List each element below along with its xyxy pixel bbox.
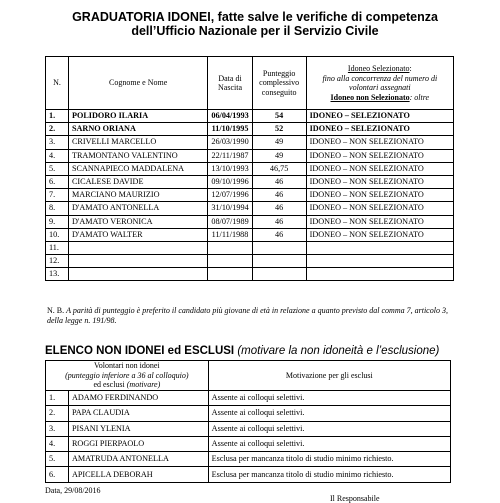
row-birth bbox=[208, 241, 252, 254]
row-name: PAPA CLAUDIA bbox=[68, 406, 208, 421]
row-score bbox=[252, 241, 306, 254]
row-name: TRAMONTANO VALENTINO bbox=[68, 149, 207, 162]
row-score: 46,75 bbox=[252, 162, 306, 175]
header-status-line-2: fino alla concorrenza del numero di bbox=[322, 73, 438, 83]
header-score-line-1: Punteggio bbox=[262, 68, 296, 78]
row-birth bbox=[208, 268, 252, 281]
row-reason: Assente ai colloqui selettivi. bbox=[208, 391, 450, 406]
row-status bbox=[306, 268, 453, 281]
status-selected-colon: : bbox=[409, 64, 412, 73]
row-name: CICALESE DAVIDE bbox=[68, 175, 207, 188]
table-row bbox=[46, 110, 454, 123]
table-row bbox=[46, 228, 454, 241]
table-row bbox=[46, 406, 451, 421]
table-row bbox=[46, 136, 454, 149]
row-number: 8. bbox=[46, 202, 69, 215]
document-title bbox=[40, 10, 470, 38]
table-row bbox=[46, 452, 451, 467]
header-excluded-line-1: Volontari non idonei bbox=[94, 361, 160, 371]
table-row bbox=[46, 241, 454, 254]
row-birth: 11/10/1995 bbox=[208, 123, 252, 136]
header-score-line-3: conseguito bbox=[261, 87, 297, 97]
row-number: 1. bbox=[46, 110, 69, 123]
row-number: 3. bbox=[46, 421, 69, 436]
row-score: 49 bbox=[252, 136, 306, 149]
row-number: 4. bbox=[46, 149, 69, 162]
table-row bbox=[46, 189, 454, 202]
header-birth bbox=[208, 57, 252, 110]
status-not-selected-term: Idoneo non Selezionato bbox=[330, 92, 410, 102]
row-number: 2. bbox=[46, 123, 69, 136]
row-number: 13. bbox=[46, 268, 69, 281]
table-row bbox=[46, 467, 451, 482]
row-reason: Assente ai colloqui selettivi. bbox=[208, 436, 450, 451]
row-number: 9. bbox=[46, 215, 69, 228]
row-score: 52 bbox=[252, 123, 306, 136]
excluded-title-bold: ELENCO NON IDONEI ed ESCLUSI bbox=[45, 345, 235, 357]
row-number: 10. bbox=[46, 228, 69, 241]
header-status-line-1 bbox=[310, 64, 450, 74]
excluded-header-row bbox=[46, 361, 451, 391]
header-birth-line-2: Nascita bbox=[218, 83, 243, 92]
header-excluded-name bbox=[46, 361, 209, 391]
row-birth: 26/03/1990 bbox=[208, 136, 252, 149]
row-reason: Esclusa per mancanza titolo di studio minimo richiesto. bbox=[208, 467, 450, 482]
header-excluded-line-3 bbox=[49, 380, 205, 390]
row-number: 6. bbox=[46, 467, 69, 482]
row-number: 1. bbox=[46, 391, 69, 406]
row-status: IDONEO – NON SELEZIONATO bbox=[306, 202, 453, 215]
row-name: D'AMATO WALTER bbox=[68, 228, 207, 241]
header-status-line-3: volontari assegnati bbox=[349, 83, 411, 92]
row-name: D'AMATO VERONICA bbox=[68, 215, 207, 228]
row-reason: Assente ai colloqui selettivi. bbox=[208, 406, 450, 421]
table-row bbox=[46, 436, 451, 451]
row-number: 12. bbox=[46, 255, 69, 268]
row-number: 5. bbox=[46, 162, 69, 175]
header-reason: Motivazione per gli esclusi bbox=[208, 361, 450, 391]
row-birth: 08/07/1989 bbox=[208, 215, 252, 228]
table-row bbox=[46, 268, 454, 281]
table-row bbox=[46, 215, 454, 228]
document-date: Data, 29/08/2016 bbox=[45, 486, 101, 495]
table-row bbox=[46, 149, 454, 162]
excluded-section-title bbox=[45, 345, 465, 358]
table-row bbox=[46, 123, 454, 136]
title-line-2: dell’Ufficio Nazionale per il Servizio Civile bbox=[131, 24, 379, 38]
ranking-table bbox=[45, 56, 454, 281]
header-excluded-line-3-suffix: (motivare) bbox=[126, 380, 161, 390]
header-status bbox=[306, 57, 453, 110]
row-reason: Assente ai colloqui selettivi. bbox=[208, 421, 450, 436]
header-excluded-line-3-text: ed esclusi bbox=[93, 380, 125, 390]
row-number: 6. bbox=[46, 175, 69, 188]
row-number: 5. bbox=[46, 452, 69, 467]
table-row bbox=[46, 255, 454, 268]
row-number: 11. bbox=[46, 241, 69, 254]
table-row bbox=[46, 175, 454, 188]
row-name bbox=[68, 268, 207, 281]
row-birth: 06/04/1993 bbox=[208, 110, 252, 123]
row-number: 7. bbox=[46, 189, 69, 202]
row-status: IDONEO – NON SELEZIONATO bbox=[306, 228, 453, 241]
row-reason: Esclusa per mancanza titolo di studio minimo richiesto. bbox=[208, 452, 450, 467]
table-row bbox=[46, 391, 451, 406]
row-score: 46 bbox=[252, 189, 306, 202]
header-name: Cognome e Nome bbox=[68, 57, 207, 110]
row-name: APICELLA DEBORAH bbox=[68, 467, 208, 482]
row-birth: 11/11/1988 bbox=[208, 228, 252, 241]
excluded-table bbox=[45, 360, 451, 483]
row-name: PISANI YLENIA bbox=[68, 421, 208, 436]
header-excluded-line-2: (punteggio inferiore a 36 al colloquio) bbox=[65, 370, 189, 380]
row-score: 46 bbox=[252, 215, 306, 228]
row-birth: 22/11/1987 bbox=[208, 149, 252, 162]
ranking-header-row bbox=[46, 57, 454, 110]
row-score: 46 bbox=[252, 175, 306, 188]
row-birth bbox=[208, 255, 252, 268]
row-status: IDONEO – NON SELEZIONATO bbox=[306, 189, 453, 202]
table-row bbox=[46, 421, 451, 436]
note-text: A parità di punteggio è preferito il candidato più giovane di età in relazione a quanto previsto dal comma 7, articolo 3, della legge n. 191/98. bbox=[47, 306, 448, 325]
tie-break-note bbox=[47, 306, 457, 326]
header-birth-line-1: Data di bbox=[218, 73, 242, 83]
row-name bbox=[68, 255, 207, 268]
status-selected-term: Idoneo Selezionato bbox=[347, 64, 410, 73]
responsible-label: Il Responsabile bbox=[330, 494, 380, 503]
row-number: 2. bbox=[46, 406, 69, 421]
row-number: 3. bbox=[46, 136, 69, 149]
title-line-1: GRADUATORIA IDONEI, fatte salve le verifiche di competenza bbox=[72, 10, 438, 24]
row-number: 4. bbox=[46, 436, 69, 451]
row-name: CRIVELLI MARCELLO bbox=[68, 136, 207, 149]
row-name: MARCIANO MAURIZIO bbox=[68, 189, 207, 202]
row-status: IDONEO – NON SELEZIONATO bbox=[306, 175, 453, 188]
row-name: ADAMO FERDINANDO bbox=[68, 391, 208, 406]
row-name: D'AMATO ANTONELLA bbox=[68, 202, 207, 215]
header-number: N. bbox=[46, 57, 69, 110]
row-name: AMATRUDA ANTONELLA bbox=[68, 452, 208, 467]
row-name bbox=[68, 241, 207, 254]
row-score: 46 bbox=[252, 202, 306, 215]
table-row bbox=[46, 162, 454, 175]
status-not-selected-suffix: : oltre bbox=[409, 92, 430, 102]
excluded-title-italic: (motivare la non idoneità e l’esclusione) bbox=[237, 345, 440, 357]
row-birth: 13/10/1993 bbox=[208, 162, 252, 175]
row-status: IDONEO – SELEZIONATO bbox=[306, 123, 453, 136]
row-birth: 09/10/1996 bbox=[208, 175, 252, 188]
row-status: IDONEO – NON SELEZIONATO bbox=[306, 136, 453, 149]
row-status: IDONEO – SELEZIONATO bbox=[306, 110, 453, 123]
row-score bbox=[252, 268, 306, 281]
row-status: IDONEO – NON SELEZIONATO bbox=[306, 162, 453, 175]
row-status: IDONEO – NON SELEZIONATO bbox=[306, 215, 453, 228]
table-row bbox=[46, 202, 454, 215]
row-score: 54 bbox=[252, 110, 306, 123]
row-status bbox=[306, 241, 453, 254]
row-birth: 31/10/1994 bbox=[208, 202, 252, 215]
row-birth: 12/07/1996 bbox=[208, 189, 252, 202]
header-score bbox=[252, 57, 306, 110]
header-status-line-4 bbox=[310, 93, 450, 103]
row-score: 49 bbox=[252, 149, 306, 162]
row-score: 46 bbox=[252, 228, 306, 241]
row-name: POLIDORO ILARIA bbox=[68, 110, 207, 123]
row-status bbox=[306, 255, 453, 268]
row-name: SARNO ORIANA bbox=[68, 123, 207, 136]
row-status: IDONEO – NON SELEZIONATO bbox=[306, 149, 453, 162]
row-score bbox=[252, 255, 306, 268]
header-score-line-2: complessivo bbox=[259, 78, 300, 88]
row-name: SCANNAPIECO MADDALENA bbox=[68, 162, 207, 175]
row-name: ROGGI PIERPAOLO bbox=[68, 436, 208, 451]
note-prefix: N. B. bbox=[47, 306, 65, 315]
